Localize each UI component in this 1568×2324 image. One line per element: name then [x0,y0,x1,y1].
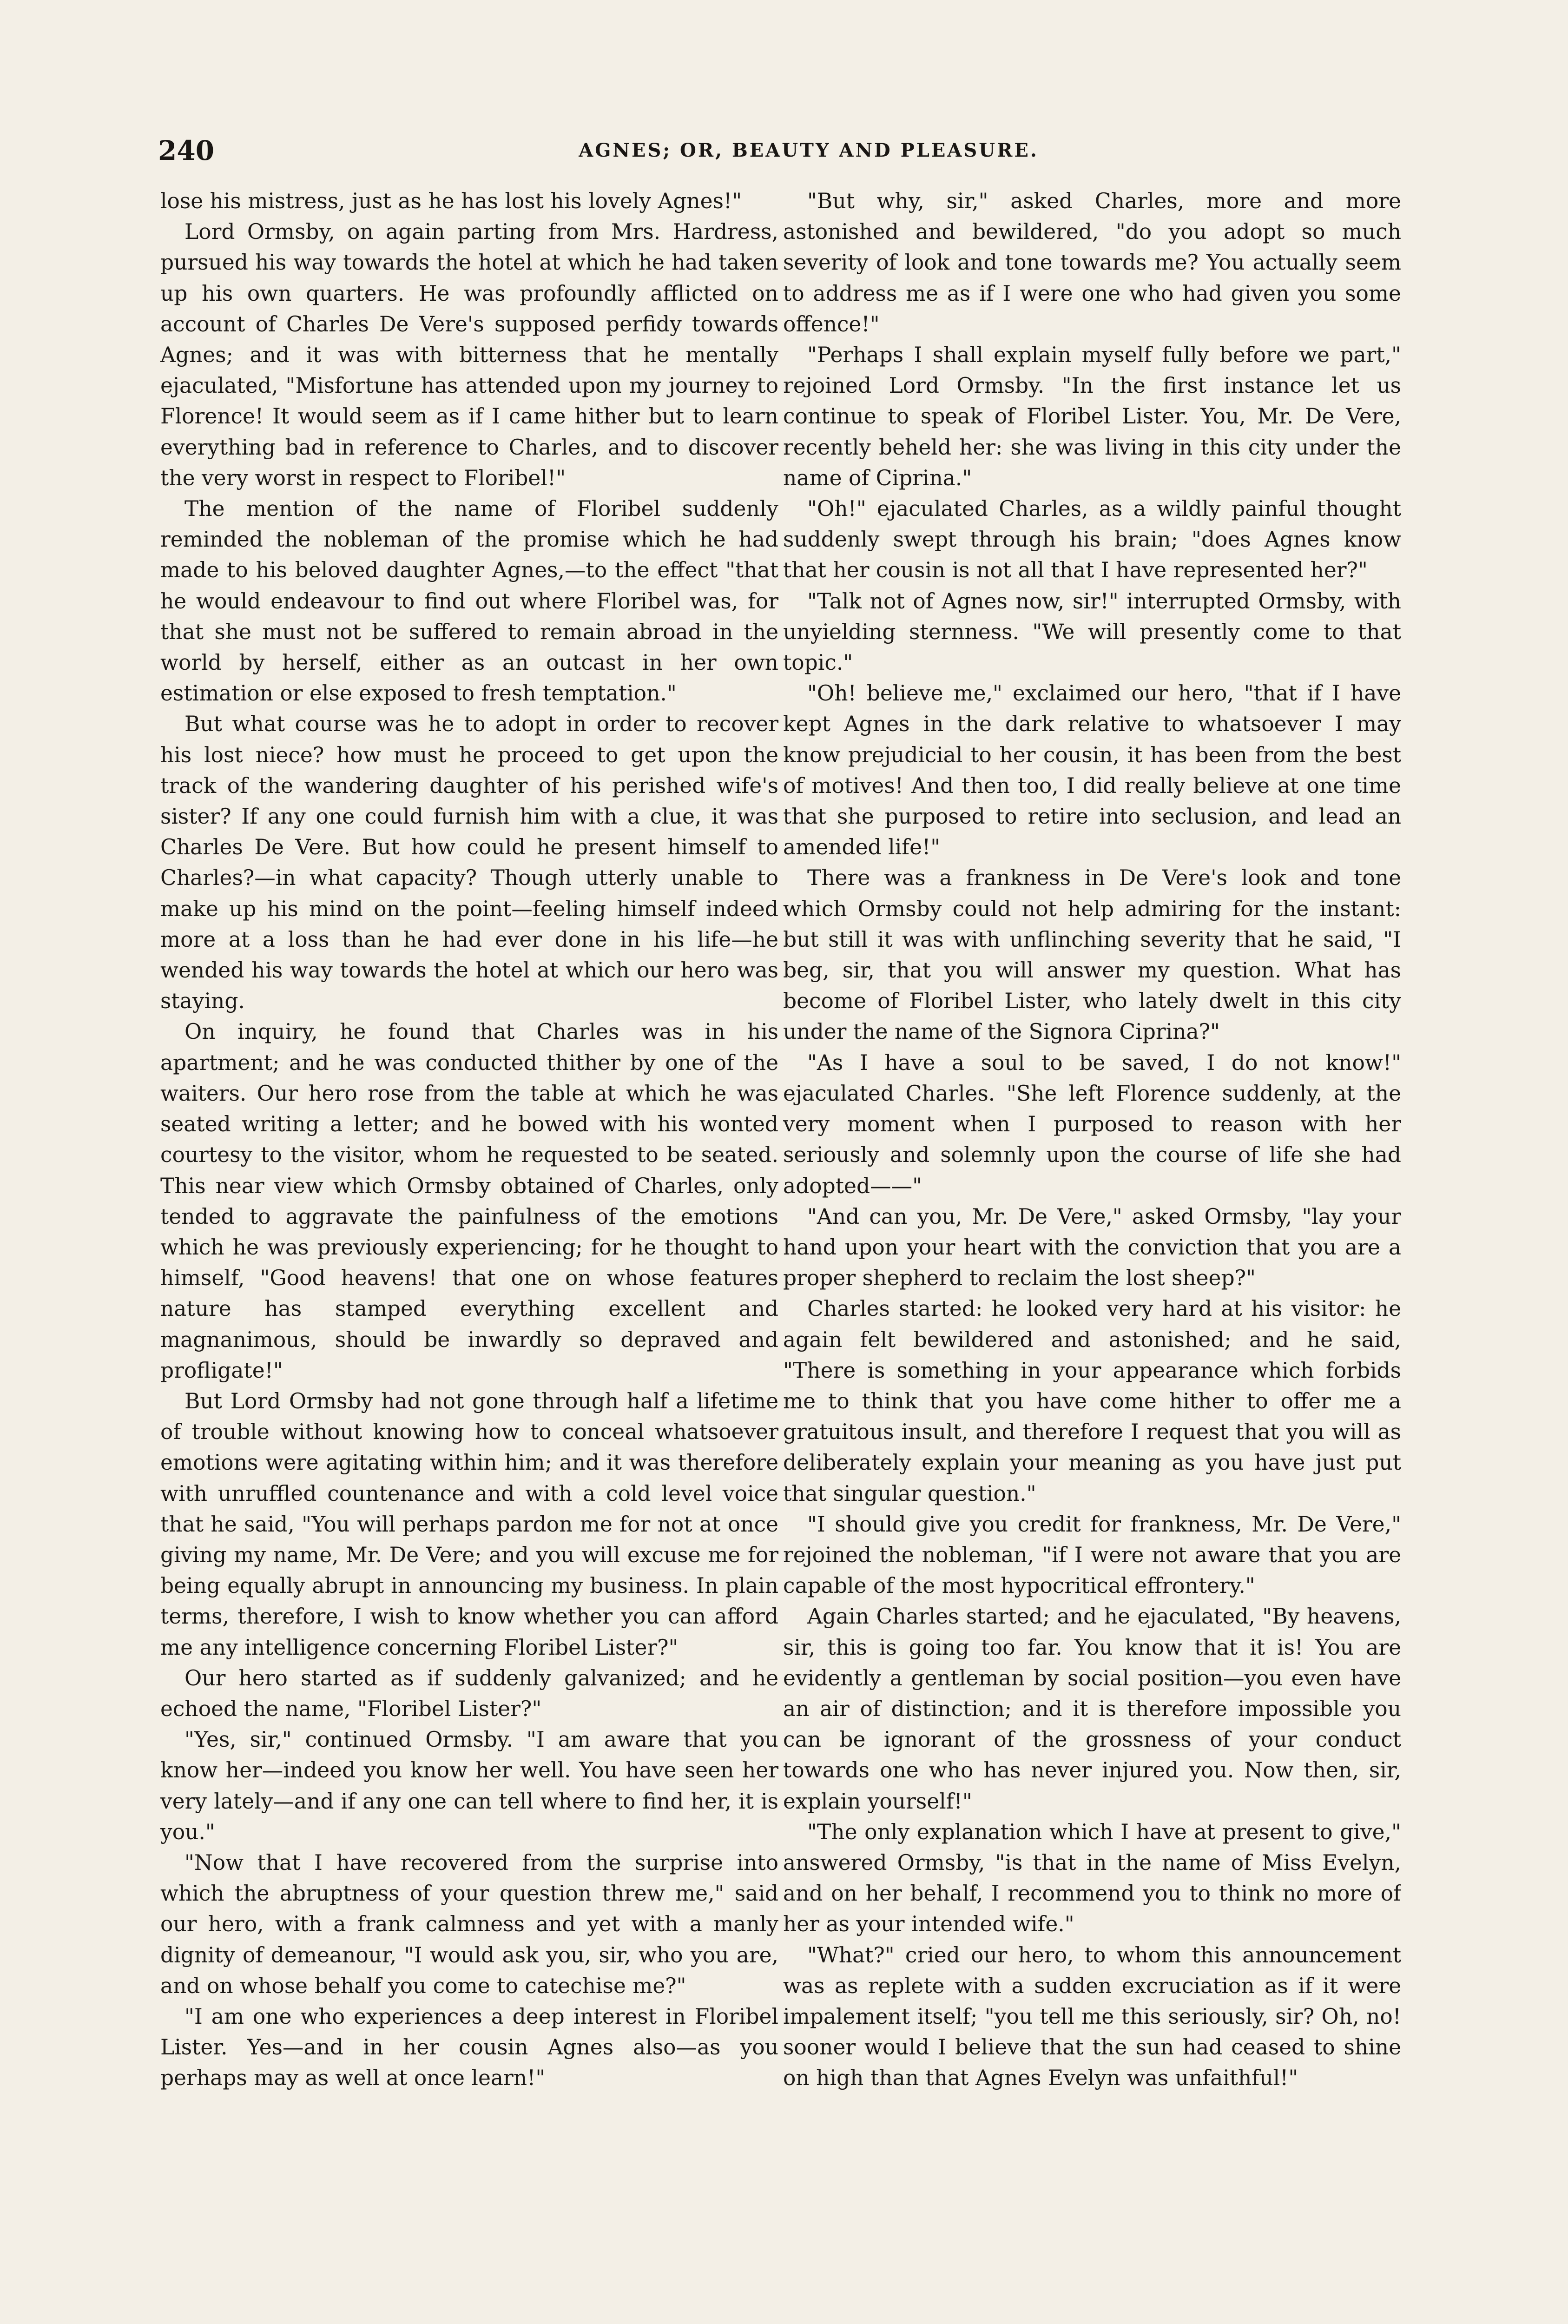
paragraph: "Perhaps I shall explain myself fully before we part," rejoined Lord Ormsby. "In the first instance let us continue to speak of Floribel Lister. You, Mr. De Vere, recently beheld her: she was living in this city under the name of Ciprina." [783,343,1401,490]
left-text-column [160,186,778,2324]
paragraph: Again Charles started; and he ejaculated, "By heavens, sir, this is going too far. You know that it is! You are evidently a gentleman by social position—you even have an air of distinction; and it is therefore impossible you can be ignorant of the grossness of your conduct towards one who has never injured you. Now then, sir, explain yourself!" [783,1604,1401,1814]
paragraph: "And can you, Mr. De Vere," asked Ormsby, "lay your hand upon your heart with the conviction that you are a proper shepherd to reclaim the lost sheep?" [783,1204,1401,1291]
running-title: AGNES; OR, BEAUTY AND PLEASURE. [579,139,1039,161]
paragraph: Lord Ormsby, on again parting from Mrs. Hardress, pursued his way towards the hotel at which he had taken up his own quarters. He was profoundly afflicted on account of Charles De Vere's supposed perfidy towards Agnes; and it was with bitterness that he mentally ejaculated, "Misfortune has attended upon my journey to Florence! It would seem as if I came hither but to learn everything bad in reference to Charles, and to discover the very worst in respect to Floribel!" [160,219,778,490]
paragraph: But Lord Ormsby had not gone through half a lifetime of trouble without knowing how to conceal whatsoever emotions were agitating within him; and it was therefore with unruffled countenance and with a cold level voice that he said, "You will perhaps pardon me for not at once giving my name, Mr. De Vere; and you will excuse me for being equally abrupt in announcing my business. In plain terms, therefore, I wish to know whether you can afford me any intelligence concerning Floribel Lister?" [160,1388,778,1660]
paragraph: "I should give you credit for frankness, Mr. De Vere," rejoined the nobleman, "if I were not aware that you are capable of the most hypocritical effrontery." [783,1512,1401,1598]
paragraph: Our hero started as if suddenly galvanized; and he echoed the name, "Floribel Lister?" [160,1665,778,1721]
paragraph: "Now that I have recovered from the surprise into which the abruptness of your question threw me," said our hero, with a frank calmness and yet with a manly dignity of demeanour, "I would ask you, sir, who you are, and on whose behalf you come to catechise me?" [160,1850,778,1998]
paragraph: The mention of the name of Floribel suddenly reminded the nobleman of the promise which he had made to his beloved daughter Agnes,—to the effect "that he would endeavour to find out where Floribel was, for that she must not be suffered to remain abroad in the world by herself, either as an outcast in her own estimation or else exposed to fresh temptation." [160,496,778,706]
paragraph: "Talk not of Agnes now, sir!" interrupted Ormsby, with unyielding sternness. "We will presently come to that topic." [783,588,1401,675]
page-header [158,135,1459,172]
paragraph: "Oh! believe me," exclaimed our hero, "that if I have kept Agnes in the dark relative to whatsoever I may know prejudicial to her cousin, it has been from the best of motives! And then too, I did really believe at one time that she purposed to retire into seclusion, and lead an amended life!" [783,681,1401,860]
paragraph: lose his mistress, just as he has lost his lovely Agnes!" [160,189,742,213]
page-number: 240 [158,135,215,166]
paragraph: Charles started: he looked very hard at his visitor: he again felt bewildered and astonished; and he said, "There is something in your appearance which forbids me to think that you have come hither to offer me a gratuitous insult, and therefore I request that you will as deliberately explain your meaning as you have just put that singular question." [783,1296,1401,1506]
paragraph: "Oh!" ejaculated Charles, as a wildly painful thought suddenly swept through his brain; "does Agnes know that her cousin is not all that I have represented her?" [783,496,1401,583]
paragraph: There was a frankness in De Vere's look and tone which Ormsby could not help admiring for the instant: but still it was with unflinching severity that he said, "I beg, sir, that you will answer my question. What has become of Floribel Lister, who lately dwelt in this city under the name of the Signora Ciprina?" [783,865,1401,1044]
paragraph: "Yes, sir," continued Ormsby. "I am aware that you know her—indeed you know her well. You have seen her very lately—and if any one can tell where to find her, it is you." [160,1727,778,1844]
paragraph: "As I have a soul to be saved, I do not know!" ejaculated Charles. "She left Florence suddenly, at the very moment when I purposed to reason with her seriously and solemnly upon the course of life she had adopted——" [783,1050,1401,1198]
paragraph: "What?" cried our hero, to whom this announcement was as replete with a sudden excruciation as if it were impalement itself; "you tell me this seriously, sir? Oh, no! sooner would I believe that the sun had ceased to shine on high than that Agnes Evelyn was unfaithful!" [783,1942,1401,2091]
paragraph: "I am one who experiences a deep interest in Floribel Lister. Yes—and in her cousin Agnes also—as you perhaps may as well at once learn!" [160,2004,778,2091]
paragraph: But what course was he to adopt in order to recover his lost niece? how must he proceed to get upon the track of the wandering daughter of his perished wife's sister? If any one could furnish him with a clue, it was Charles De Vere. But how could he present himself to Charles?—in what capacity? Though utterly unable to make up his mind on the point—feeling himself indeed more at a loss than he had ever done in his life—he wended his way towards the hotel at which our hero was staying. [160,712,778,1014]
right-text-column [783,186,1401,2324]
paragraph: "The only explanation which I have at present to give," answered Ormsby, "is that in the name of Miss Evelyn, and on her behalf, I recommend you to think no more of her as your intended wife." [783,1819,1401,1937]
paragraph: "But why, sir," asked Charles, more and more astonished and bewildered, "do you adopt so much severity of look and tone towards me? You actually seem to address me as if I were one who had given you some offence!" [783,189,1401,337]
paragraph: On inquiry, he found that Charles was in his apartment; and he was conducted thither by one of the waiters. Our hero rose from the table at which he was seated writing a letter; and he bowed with his wonted courtesy to the visitor, whom he requested to be seated. This near view which Ormsby obtained of Charles, only tended to aggravate the painfulness of the emotions which he was previously experiencing; for he thought to himself, "Good heavens! that one on whose features nature has stamped everything excellent and magnanimous, should be inwardly so depraved and profligate!" [160,1019,778,1383]
